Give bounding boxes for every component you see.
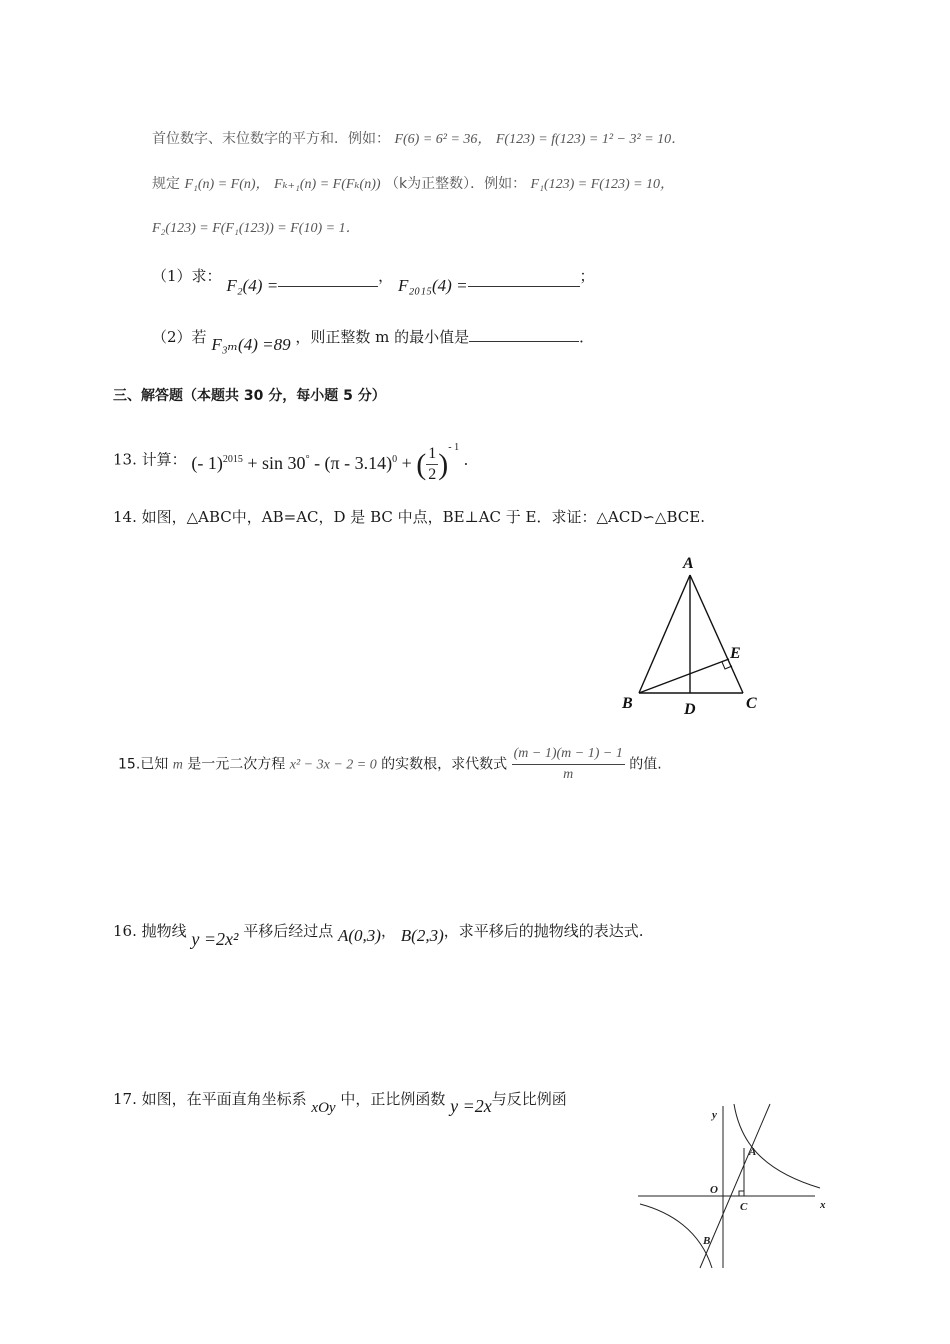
p12-q2-end: ． xyxy=(579,328,595,346)
q14-label-e: E xyxy=(730,645,741,662)
q13-term2: + sin 30 xyxy=(247,452,306,473)
q15-mid: 是一元二次方程 xyxy=(187,756,286,773)
p12-line2-def2: Fₖ₊₁(n) = F(Fₖ(n)) xyxy=(273,177,381,192)
q13-exp1: 2015 xyxy=(222,453,243,465)
p12-line2 xyxy=(152,174,674,195)
q13: 13. 计算： (- 1)$^{2015}$ + sin 30° - (π - 3.14)$^0$ + ( $\frac{1}{2}$ )$^{- 1}$ ． xyxy=(113,441,479,483)
q16-sep: ， xyxy=(380,922,396,940)
q16-pa: A(0,3) xyxy=(338,926,381,945)
q17-label-y: y xyxy=(712,1109,717,1121)
p12-q1 xyxy=(152,266,595,295)
q16-pb: B(2,3) xyxy=(400,926,444,945)
p12-q2-blank[interactable] xyxy=(469,340,579,342)
p12-q1-blank2[interactable] xyxy=(468,285,580,287)
q13-frac-num: 1 xyxy=(426,444,438,465)
p12-q2-text: ，则正整数 m 的最小值是 xyxy=(295,328,470,346)
q17-label-o: O xyxy=(710,1184,718,1196)
q13-plus: + xyxy=(401,452,412,473)
q13-term3: - (π - 3.14) xyxy=(314,452,393,473)
q15-end: 的值. xyxy=(629,756,662,773)
q14-altitude-be xyxy=(639,659,729,693)
q13-label: 13. 计算： xyxy=(113,450,187,469)
q15-eq: x² − 3x − 2 = 0 xyxy=(289,757,377,773)
p12-q2-expr: F₃ₘ(4) =89 xyxy=(211,335,291,354)
q15-mid2: 的实数根，求代数式 xyxy=(381,756,508,773)
q16-label: 16. 抛物线 xyxy=(113,922,187,940)
p12-q1-blank1[interactable] xyxy=(278,285,378,287)
q14-figure xyxy=(612,550,772,720)
q17-label-x: x xyxy=(820,1199,826,1211)
section3-title: 三、解答题（本题共 30 分，每小题 5 分） xyxy=(113,388,386,404)
q17-xoy: xOy xyxy=(311,1100,336,1116)
q14-text: 14. 如图，△ABC中，AB=AC，D 是 BC 中点，BE⊥AC 于 E．求证：△ACD∽△BCE. xyxy=(113,508,705,526)
q17-label-b: B xyxy=(703,1235,711,1247)
q17-mid: 中，正比例函数 xyxy=(340,1090,446,1108)
q16-mid: 平移后经过点 xyxy=(243,922,334,940)
q14-label-c: C xyxy=(746,695,757,712)
q13-exp3: 0 xyxy=(392,453,398,465)
q14-side-ac xyxy=(690,575,743,693)
p12-line1-ex1: F(6) = 6² = 36， xyxy=(394,132,492,147)
q13-deg: ° xyxy=(305,453,310,465)
p12-line1-text: 首位数字、末位数字的平方和．例如： xyxy=(152,131,390,147)
q17-end: 与反比例函 xyxy=(491,1090,567,1108)
q17-figure xyxy=(630,1100,830,1270)
p12-line1 xyxy=(152,129,685,150)
q14-label-a: A xyxy=(683,555,694,572)
q16-expr: y =2x² xyxy=(191,929,239,949)
q15-frac-den: m xyxy=(563,767,574,782)
q14-label-b: B xyxy=(622,695,633,712)
q15-frac-num: (m − 1)(m − 1) − 1 xyxy=(512,744,625,765)
q17-hyperbola-q1 xyxy=(734,1104,820,1188)
q13-frac-den: 2 xyxy=(428,466,437,483)
p12-line2-ex: F₁(123) = F(123) = 10， xyxy=(530,177,675,192)
p12-line2-note: （k为正整数）．例如： xyxy=(384,176,527,192)
q16 xyxy=(113,920,644,949)
p12-q1-expr1: F₂(4) = xyxy=(226,276,279,295)
q13-exp4: - 1 xyxy=(448,441,460,453)
p12-line1-ex2: F(123) = f(123) = 1² − 3² = 10． xyxy=(495,132,686,147)
q17-label-a: A xyxy=(749,1146,757,1158)
q17-expr: y =2x xyxy=(450,1096,492,1116)
q17 xyxy=(113,1088,567,1116)
p12-q1-end: ； xyxy=(579,267,595,285)
q13-term1: (- 1) xyxy=(191,452,223,473)
p12-line2-def1: F₁(n) = F(n)， xyxy=(184,177,270,192)
q15-m: m xyxy=(172,757,183,773)
q14-label-d: D xyxy=(684,701,696,718)
p12-line3: F₂(123) = F(F₁(123)) = F(10) = 1． xyxy=(152,221,360,236)
q16-end: ，求平移后的抛物线的表达式. xyxy=(443,922,644,940)
q17-right-angle-mark xyxy=(739,1191,744,1196)
p12-q1-sep: ， xyxy=(378,267,394,285)
p12-q2 xyxy=(152,327,595,354)
q17-hyperbola-q3 xyxy=(640,1204,712,1268)
q17-label: 17. 如图，在平面直角坐标系 xyxy=(113,1090,307,1108)
p12-q1-expr2: F₂₀₁₅(4) = xyxy=(397,276,468,295)
q13-end: ． xyxy=(463,450,479,469)
p12-line2-prefix: 规定 xyxy=(152,176,180,192)
p12-q1-label: （1）求： xyxy=(152,267,222,285)
q14-side-ab xyxy=(639,575,690,693)
q15 xyxy=(118,744,662,785)
p12-q2-label: （2）若 xyxy=(152,328,207,346)
q15-prefix: 15.已知 xyxy=(118,756,169,773)
q17-label-c: C xyxy=(740,1201,748,1213)
